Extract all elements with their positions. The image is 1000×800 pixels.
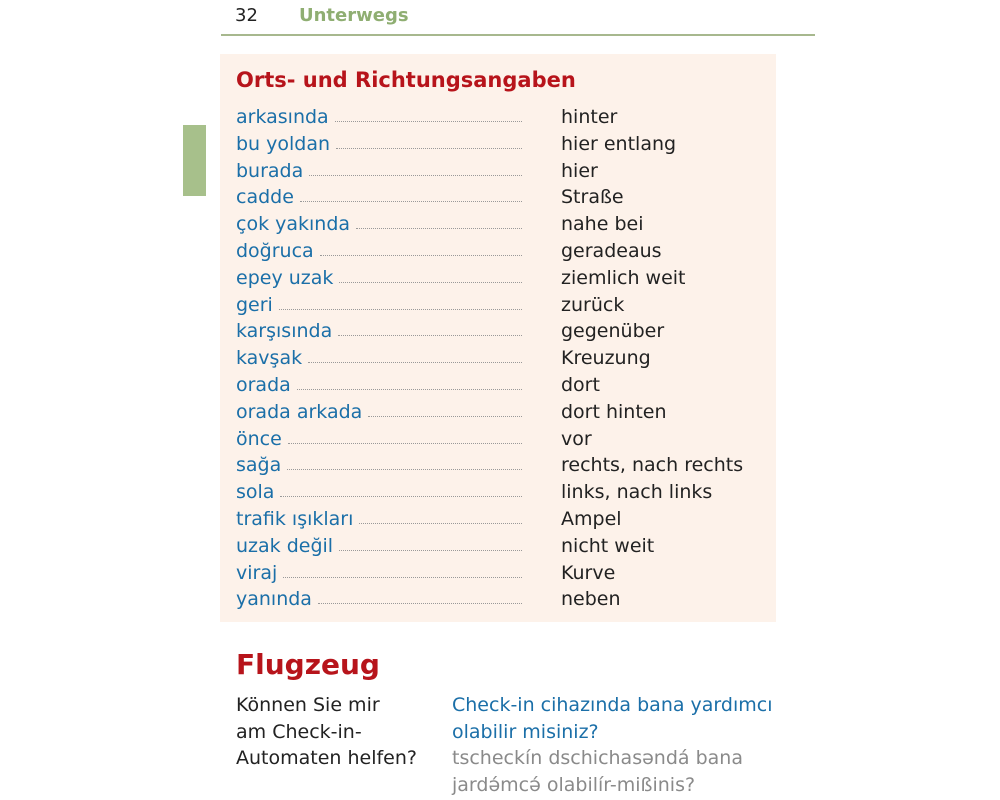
- german-translation: vor: [561, 427, 592, 450]
- dotted-leader: [288, 426, 522, 444]
- german-translation: geradeaus: [561, 239, 662, 262]
- german-translation: rechts, nach rechts: [561, 454, 744, 477]
- german-translation: gegenüber: [561, 320, 665, 343]
- german-translation: zurück: [561, 293, 625, 316]
- german-translation: ziemlich weit: [561, 266, 686, 289]
- page-number: 32: [235, 5, 258, 26]
- turkish-term: önce: [236, 427, 282, 450]
- turkish-term: geri: [236, 293, 273, 316]
- german-translation: Straße: [561, 186, 624, 209]
- turkish-term: uzak değil: [236, 534, 334, 557]
- vocab-row: [236, 479, 766, 506]
- turkish-term: arkasında: [236, 106, 329, 128]
- dotted-leader: [300, 184, 522, 202]
- dotted-leader: [287, 452, 522, 470]
- dotted-leader: [283, 560, 522, 578]
- vocab-row: [236, 586, 766, 613]
- german-translation: nicht weit: [561, 534, 655, 557]
- turkish-term-cell: [236, 426, 522, 453]
- turkish-term: doğruca: [236, 239, 314, 262]
- german-translation: hier entlang: [561, 132, 677, 155]
- turkish-term: orada arkada: [236, 400, 363, 423]
- turkish-term: karşısında: [236, 320, 333, 343]
- vocab-row: [236, 104, 766, 131]
- turkish-term-cell: [236, 104, 522, 131]
- phrase-turkish-line: Check-in cihazında bana yardımcı: [452, 694, 773, 716]
- german-translation: Kreuzung: [561, 347, 651, 370]
- turkish-term: kavşak: [236, 347, 303, 370]
- vocab-row: [236, 265, 766, 292]
- turkish-term-cell: [236, 399, 522, 426]
- turkish-term-cell: [236, 211, 522, 238]
- turkish-term: burada: [236, 159, 304, 182]
- turkish-term: orada: [236, 373, 291, 396]
- turkish-term-cell: [236, 318, 522, 345]
- phrase-pronunciation: [452, 745, 792, 798]
- german-translation: dort: [561, 373, 600, 396]
- german-translation: Ampel: [561, 507, 622, 530]
- vocab-row: [236, 131, 766, 158]
- turkish-term: bu yoldan: [236, 132, 331, 155]
- phrase-turkish: [452, 692, 792, 745]
- german-translation: nahe bei: [561, 213, 644, 236]
- turkish-term-cell: [236, 372, 522, 399]
- dotted-leader: [338, 318, 522, 336]
- vocab-row: [236, 506, 766, 533]
- chapter-tab-marker: [183, 125, 206, 196]
- vocab-row: [236, 211, 766, 238]
- turkish-term-cell: [236, 345, 522, 372]
- dotted-leader: [318, 586, 522, 604]
- vocab-row: [236, 560, 766, 587]
- phrase-pronunciation-line: tscheckín dschichasəndá bana: [452, 747, 743, 769]
- phrase-german-line: Automaten helfen?: [236, 747, 418, 769]
- vocab-row: [236, 345, 766, 372]
- dotted-leader: [320, 238, 522, 256]
- dotted-leader: [309, 158, 522, 176]
- phrase-german: [236, 692, 436, 772]
- german-translation: hinter: [561, 106, 618, 128]
- turkish-term-cell: [236, 184, 522, 211]
- vocab-row: [236, 238, 766, 265]
- turkish-term-cell: [236, 506, 522, 533]
- vocab-row: [236, 372, 766, 399]
- dotted-leader: [279, 292, 522, 310]
- turkish-term-cell: [236, 131, 522, 158]
- dotted-leader: [280, 479, 522, 497]
- vocab-row: [236, 318, 766, 345]
- turkish-term: epey uzak: [236, 266, 334, 289]
- turkish-term: cadde: [236, 186, 294, 209]
- vocab-row: [236, 158, 766, 185]
- dotted-leader: [368, 399, 522, 417]
- vocab-title: Orts- und Richtungsangaben: [236, 68, 576, 92]
- dotted-leader: [359, 506, 522, 524]
- vocab-row: [236, 399, 766, 426]
- phrase-german-line: Können Sie mir: [236, 694, 380, 716]
- vocab-row: [236, 533, 766, 560]
- phrase-turkish-line: olabilir misiniz?: [452, 720, 599, 743]
- german-translation: hier: [561, 159, 598, 182]
- turkish-term: trafik ışıkları: [236, 507, 354, 530]
- vocab-row: [236, 292, 766, 319]
- german-translation: links, nach links: [561, 481, 713, 504]
- phrase-pronunciation-line: jardə́mcə́ olabilír-mißinis?: [452, 773, 696, 796]
- dotted-leader: [339, 265, 522, 283]
- german-translation: dort hinten: [561, 400, 667, 423]
- dotted-leader: [336, 131, 522, 149]
- phrase-german-line: am Check-in-: [236, 720, 362, 743]
- turkish-term-cell: [236, 238, 522, 265]
- turkish-term-cell: [236, 533, 522, 560]
- page-header: [221, 0, 815, 36]
- dotted-leader: [308, 345, 522, 363]
- vocab-box: [220, 54, 776, 622]
- german-translation: neben: [561, 588, 621, 611]
- dotted-leader: [335, 104, 522, 122]
- turkish-term: sağa: [236, 454, 282, 477]
- turkish-term-cell: [236, 479, 522, 506]
- turkish-term-cell: [236, 586, 522, 613]
- turkish-term-cell: [236, 292, 522, 319]
- vocab-row: [236, 184, 766, 211]
- dotted-leader: [339, 533, 522, 551]
- turkish-term: çok yakında: [236, 213, 351, 236]
- turkish-term-cell: [236, 452, 522, 479]
- turkish-term-cell: [236, 158, 522, 185]
- turkish-term-cell: [236, 265, 522, 292]
- dotted-leader: [356, 211, 522, 229]
- vocab-row: [236, 452, 766, 479]
- german-translation: Kurve: [561, 561, 616, 584]
- turkish-term-cell: [236, 560, 522, 587]
- turkish-term: viraj: [236, 561, 278, 584]
- chapter-title: Unterwegs: [299, 5, 409, 26]
- flight-heading: Flugzeug: [236, 648, 380, 681]
- vocab-row: [236, 426, 766, 453]
- dotted-leader: [297, 372, 522, 390]
- turkish-term: yanında: [236, 588, 312, 611]
- vocab-list: [236, 104, 766, 613]
- turkish-term: sola: [236, 481, 275, 504]
